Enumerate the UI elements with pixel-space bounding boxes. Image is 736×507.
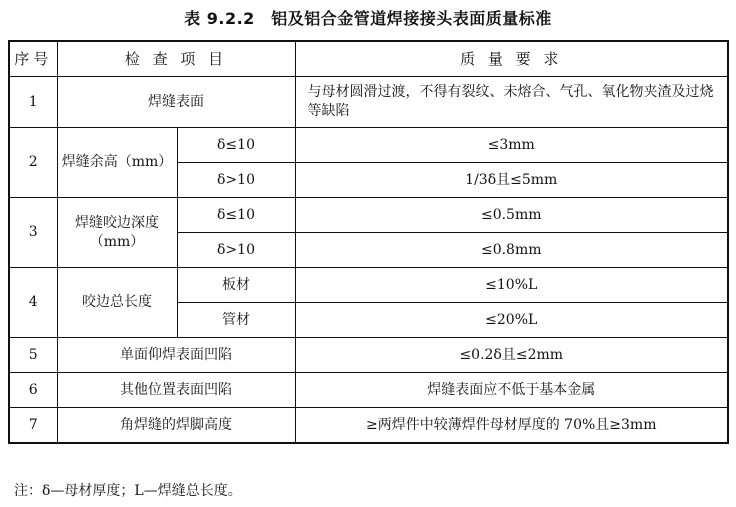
row-requirement: 焊缝表面应不低于基本金属 [295,373,728,408]
row-seq: 7 [9,408,57,444]
row-seq: 2 [9,128,57,198]
row-sub: 管材 [177,303,295,338]
table-row [9,77,728,128]
row-item: 焊缝余高（mm） [57,128,177,198]
table-row [9,408,728,444]
header-item: 检 查 项 目 [57,41,295,77]
quality-standard-table [8,40,729,444]
header-requirement: 质 量 要 求 [295,41,728,77]
row-requirement: 1/3δ且≤5mm [295,163,728,198]
row-item: 咬边总长度 [57,268,177,338]
table-row [9,198,728,233]
table-row [9,268,728,303]
row-seq: 5 [9,338,57,373]
row-sub: 板材 [177,268,295,303]
table-note: 注：δ—母材厚度；L—焊缝总长度。 [14,483,242,499]
row-requirement: ≤0.8mm [295,233,728,268]
row-requirement: ≤20%L [295,303,728,338]
row-requirement: ≤3mm [295,128,728,163]
table-row [9,338,728,373]
row-requirement: ≤0.2δ且≤2mm [295,338,728,373]
row-item: 其他位置表面凹陷 [57,373,295,408]
table-header-row [9,41,728,77]
table-row [9,128,728,163]
row-seq: 6 [9,373,57,408]
row-requirement: ≤10%L [295,268,728,303]
row-item: 单面仰焊表面凹陷 [57,338,295,373]
row-seq: 4 [9,268,57,338]
row-seq: 3 [9,198,57,268]
row-sub: δ≤10 [177,198,295,233]
row-requirement: 与母材圆滑过渡，不得有裂纹、未熔合、气孔、氧化物夹渣及过烧等缺陷 [295,77,728,128]
row-item: 焊缝表面 [57,77,295,128]
row-item: 角焊缝的焊脚高度 [57,408,295,444]
row-requirement: ≥两焊件中较薄焊件母材厚度的 70%且≥3mm [295,408,728,444]
header-seq: 序号 [9,41,57,77]
row-requirement: ≤0.5mm [295,198,728,233]
row-sub: δ≤10 [177,128,295,163]
table-row [9,373,728,408]
row-sub: δ>10 [177,233,295,268]
row-item: 焊缝咬边深度（mm） [57,198,177,268]
row-sub: δ>10 [177,163,295,198]
row-seq: 1 [9,77,57,128]
table-title: 表 9.2.2 铝及铝合金管道焊接接头表面质量标准 [184,9,552,28]
